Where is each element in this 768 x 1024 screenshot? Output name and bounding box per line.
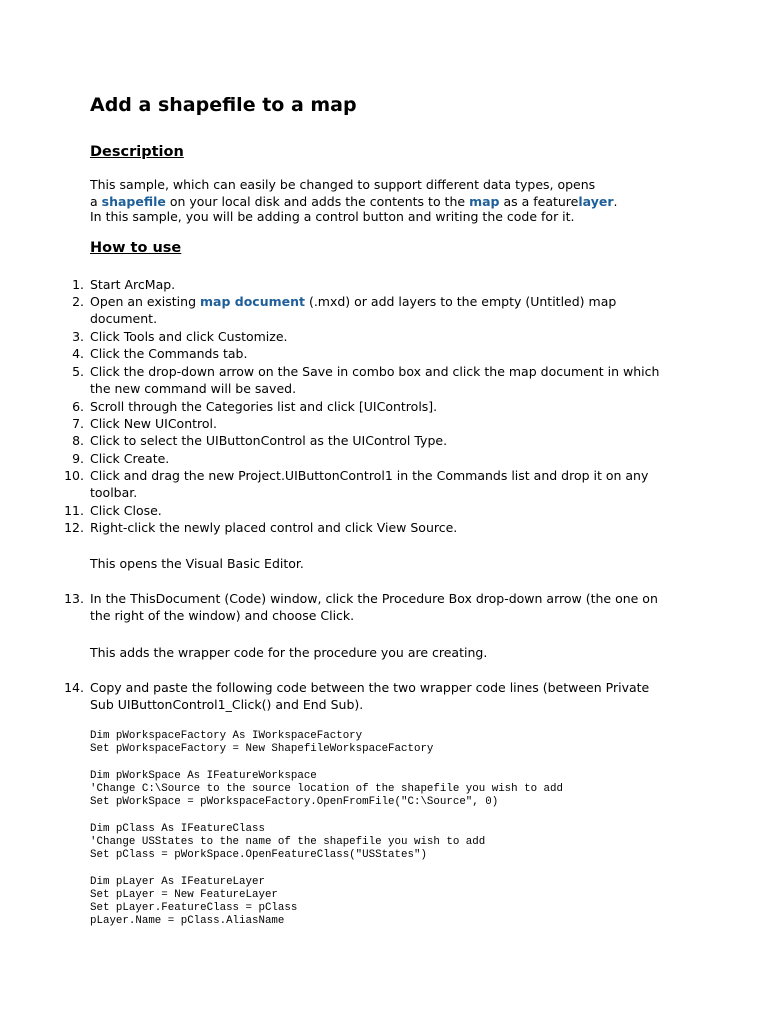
step-text: Right-click the newly placed control and click View Source. (90, 520, 458, 535)
step-number: 14. (64, 680, 84, 695)
step-number: 10. (64, 468, 84, 483)
step-text: Click to select the UIButtonControl as the UIControl Type. (90, 433, 448, 448)
step-text: Click and drag the new Project.UIButtonControl1 in the Commands list and drop it on any (90, 468, 649, 483)
code-line: Set pWorkspaceFactory = New ShapefileWorkspaceFactory (90, 743, 434, 755)
description-text: on your local disk and adds the contents to the (165, 194, 470, 209)
step-text (90, 293, 616, 310)
shapefile-link[interactable]: shapefile (101, 194, 166, 209)
description-line-1: This sample, which can easily be changed to support different data types, opens (90, 177, 596, 192)
map-link[interactable]: map (469, 194, 500, 209)
step-number: 8. (72, 433, 84, 448)
code-line: Set pLayer.FeatureClass = pClass (90, 902, 298, 914)
description-text: a (90, 194, 102, 209)
map-document-link[interactable]: map document (199, 294, 305, 309)
layer-link[interactable]: layer (578, 194, 614, 209)
code-line: Dim pWorkSpace As IFeatureWorkspace (90, 770, 317, 782)
step-text: In the ThisDocument (Code) window, click the Procedure Box drop-down arrow (the one on (90, 591, 658, 606)
code-line: Dim pWorkspaceFactory As IWorkspaceFactory (90, 730, 363, 742)
step-text: the right of the window) and choose Click. (90, 608, 355, 623)
step-text: Click Tools and click Customize. (90, 329, 288, 344)
description-text: . (613, 194, 618, 209)
step-text: Click the drop-down arrow on the Save in combo box and click the map document in which (90, 364, 660, 379)
step-number: 11. (64, 503, 84, 518)
step-number: 6. (72, 399, 84, 414)
step-number: 3. (72, 329, 84, 344)
step-number: 12. (64, 520, 84, 535)
step-number: 4. (72, 346, 84, 361)
step-text-part: (.mxd) or add layers to the empty (Untitled) map (304, 294, 617, 309)
code-line: pLayer.Name = pClass.AliasName (90, 915, 285, 927)
code-line: Dim pClass As IFeatureClass (90, 823, 265, 835)
step-text: Sub UIButtonControl1_Click() and End Sub). (90, 697, 364, 712)
step-text: Click Create. (90, 451, 170, 466)
step-text: document. (90, 311, 158, 326)
step-text: Start ArcMap. (90, 277, 176, 292)
code-line: Set pClass = pWorkSpace.OpenFeatureClass("USStates") (90, 849, 427, 861)
description-line-3: In this sample, you will be adding a control button and writing the code for it. (90, 209, 575, 224)
code-line: Set pWorkSpace = pWorkspaceFactory.OpenFromFile("C:\Source", 0) (90, 796, 499, 808)
code-comment-line: 'Change C:\Source to the source location of the shapefile you wish to add (90, 783, 563, 795)
step-text: Copy and paste the following code between the two wrapper code lines (between Private (90, 680, 650, 695)
step-number: 1. (72, 277, 84, 292)
page-title: Add a shapefile to a map (90, 94, 357, 116)
description-heading: Description (90, 144, 184, 160)
note-opens-editor: This opens the Visual Basic Editor. (90, 556, 304, 571)
code-line: Dim pLayer As IFeatureLayer (90, 876, 265, 888)
step-text: Click Close. (90, 503, 162, 518)
code-line: Set pLayer = New FeatureLayer (90, 889, 278, 901)
step-number: 9. (72, 451, 84, 466)
step-text: Click New UIControl. (90, 416, 217, 431)
step-text: toolbar. (90, 485, 138, 500)
step-number: 13. (64, 591, 84, 606)
step-text: the new command will be saved. (90, 381, 297, 396)
step-number: 2. (72, 294, 84, 309)
description-text: as a feature (499, 194, 579, 209)
step-number: 5. (72, 364, 84, 379)
code-comment-line: 'Change USStates to the name of the shapefile you wish to add (90, 836, 486, 848)
step-text-part: Open an existing (90, 294, 200, 309)
how-to-use-heading: How to use (90, 240, 182, 256)
note-wrapper-code: This adds the wrapper code for the procedure you are creating. (90, 645, 488, 660)
step-text: Scroll through the Categories list and click [UIControls]. (90, 399, 438, 414)
step-number: 7. (72, 416, 84, 431)
step-text: Click the Commands tab. (90, 346, 248, 361)
